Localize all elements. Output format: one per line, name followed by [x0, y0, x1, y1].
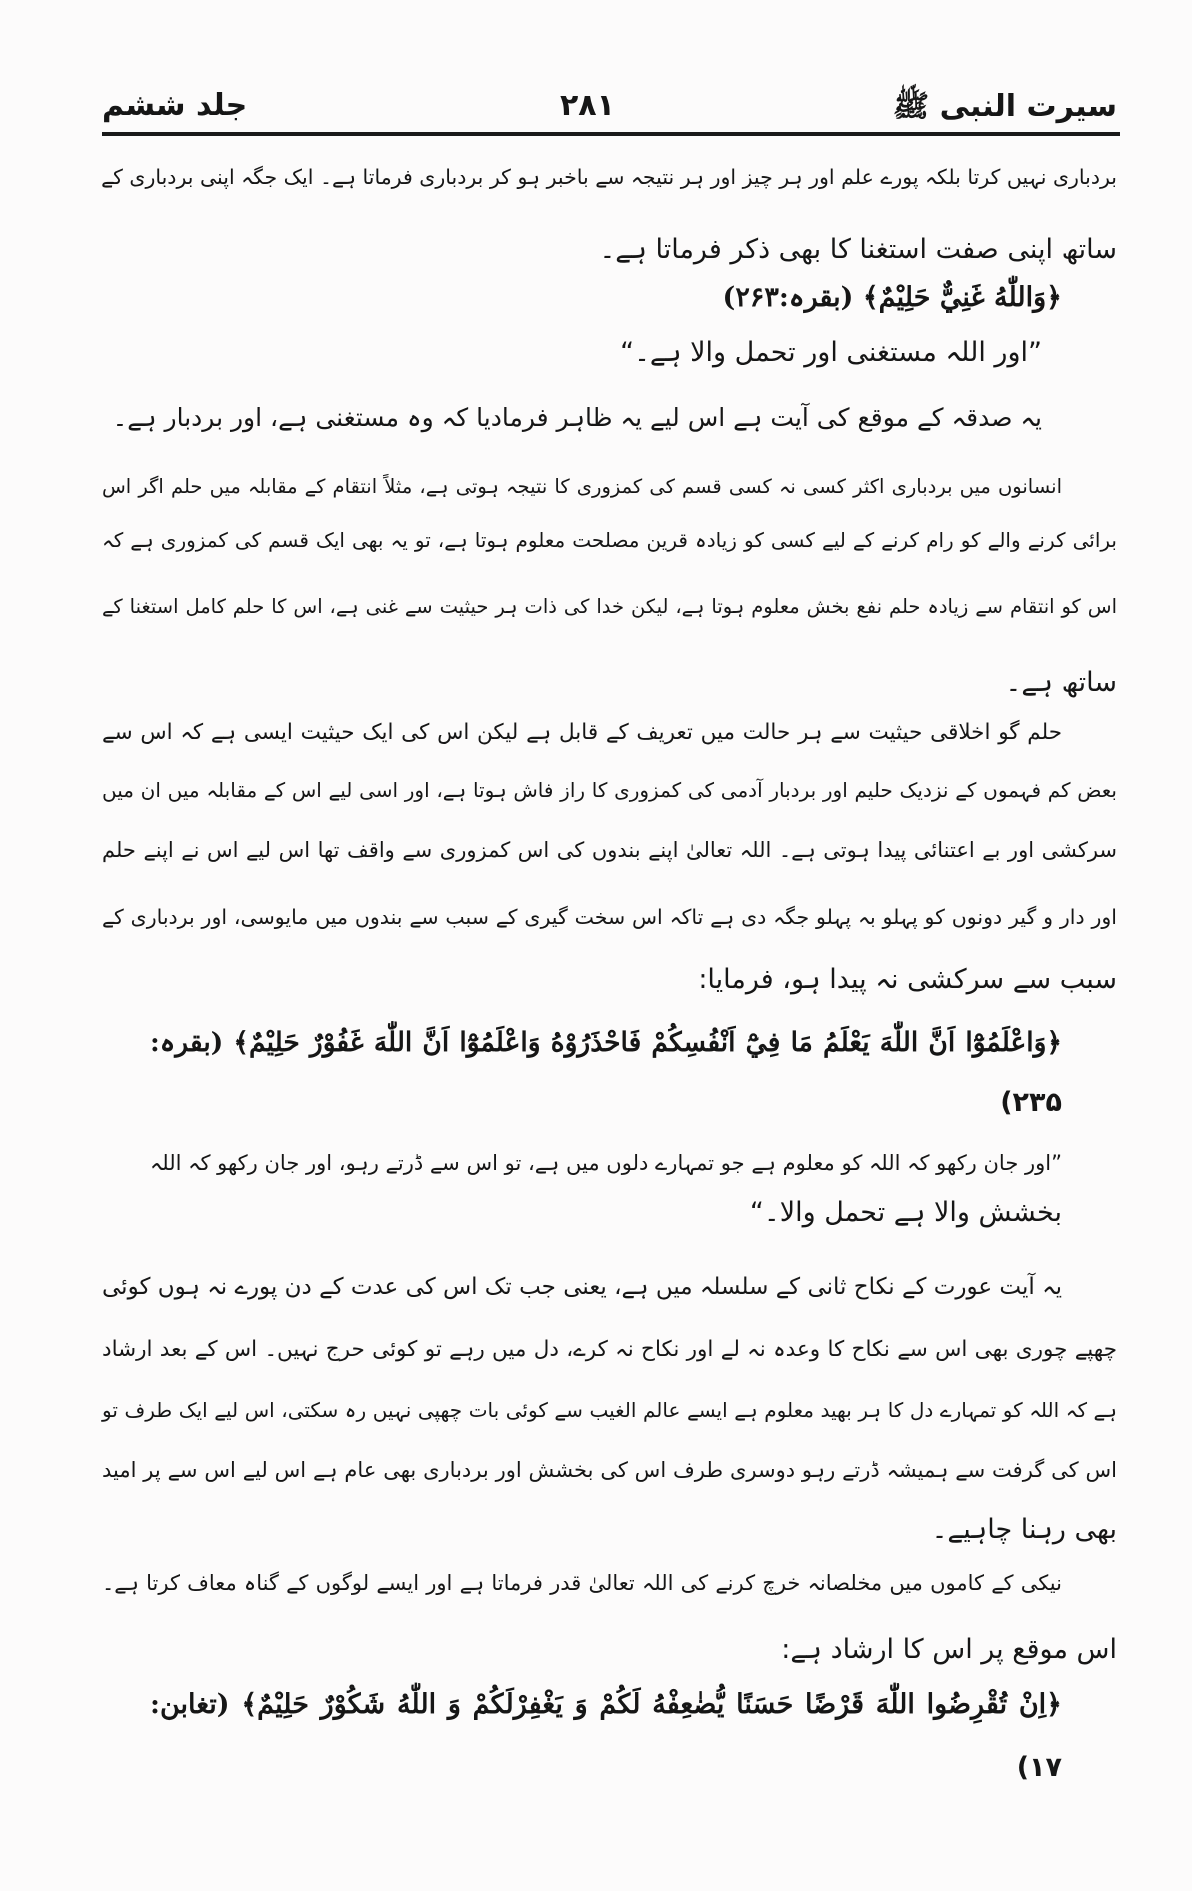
quran-verse: ﴿اِنْ تُقْرِضُوا اللّٰهَ قَرْضًا حَسَنًا يُّضٰعِفْهُ لَكُمْ وَ يَغْفِرْلَكُمْ وَ اللّٰهُ شَكُوْرٌ حَلِيْمٌ﴾ (تغابن:	[150, 1689, 1062, 1720]
quran-verse: ﴿وَاللّٰهُ غَنِيٌّ حَلِيْمٌ﴾ (بقرہ:۲۶۳)	[722, 282, 1062, 313]
volume-label: جلد ششم	[102, 88, 248, 123]
verse-translation: ”اور اللہ مستغنی اور تحمل والا ہے۔“	[620, 337, 1042, 368]
verse-translation: ”اور جان رکھو کہ اللہ کو معلوم ہے جو تمہارے دلوں میں ہے، تو اس سے ڈرتے رہو، اور جان رکھو کہ اللہ	[150, 1151, 1062, 1175]
text-line: اور دار و گیر دونوں کو پہلو بہ پہلو جگہ دی ہے تاکہ اس سخت گیری کے سبب سے بندوں میں مایوسی، اور بردباری کے	[102, 905, 1117, 929]
text-line: بعض کم فہموں کے نزدیک حلیم اور بردبار آدمی کی کمزوری کا راز فاش ہوتا ہے، اور اسی لیے اس کے مقابلہ میں ان میں	[102, 778, 1117, 802]
text-line: بردباری نہیں کرتا بلکہ پورے علم اور ہر چیز اور ہر نتیجہ سے باخبر ہو کر بردباری فرماتا ہے۔ ایک جگہ اپنی بردباری کے	[101, 165, 1117, 189]
text-line: سبب سے سرکشی نہ پیدا ہو، فرمایا:	[698, 964, 1117, 995]
text-line: برائی کرنے والے کو رام کرنے کے لیے کسی کو زیادہ قرین مصلحت معلوم ہوتا ہے، تو یہ بھی ایک قسم کی کمزوری ہے کہ	[102, 528, 1117, 552]
text-line: یہ صدقہ کے موقع کی آیت ہے اس لیے یہ ظاہر فرمادیا کہ وہ مستغنی ہے، اور بردبار ہے۔	[112, 403, 1042, 432]
text-line: نیکی کے کاموں میں مخلصانہ خرچ کرنے کی اللہ تعالیٰ قدر فرماتا ہے اور ایسے لوگوں کے گناہ معاف کرتا ہے۔	[102, 1571, 1062, 1595]
text-line: ساتھ ہے۔	[1005, 667, 1117, 698]
verse-reference: ۱۷)	[1016, 1752, 1062, 1783]
text-line: ساتھ اپنی صفت استغنا کا بھی ذکر فرماتا ہے۔	[599, 234, 1117, 265]
text-line: انسانوں میں بردباری اکثر کسی نہ کسی قسم کی کمزوری کا نتیجہ ہوتی ہے، مثلاً انتقام کے مقابلہ میں حلم اگر اس	[102, 475, 1062, 498]
header-rule	[102, 132, 1120, 136]
text-line: ہے کہ اللہ کو تمہارے دل کا ہر بھید معلوم ہے ایسے عالم الغیب سے کوئی بات چھپی نہیں رہ سکتی، اس لیے ایک طرف تو	[102, 1398, 1117, 1422]
page-number: ۲۸۱	[560, 88, 615, 123]
text-line: اس کو انتقام سے زیادہ حلم نفع بخش معلوم ہوتا ہے، لیکن خدا کی ذات ہر حیثیت سے غنی ہے، اس کا حلم کامل استغنا کے	[102, 595, 1117, 618]
text-line: اس کی گرفت سے ہمیشہ ڈرتے رہو دوسری طرف اس کی بخشش اور بردباری بھی عام ہے اس لیے اس سے پر امید	[102, 1458, 1117, 1482]
book-title: سیرت النبی ﷺ	[892, 89, 1117, 124]
verse-reference: ۲۳۵)	[1000, 1087, 1062, 1118]
text-line: یہ آیت عورت کے نکاح ثانی کے سلسلہ میں ہے، یعنی جب تک اس کی عدت کے دن پورے نہ ہوں کوئی	[102, 1274, 1062, 1300]
verse-translation: بخشش والا ہے تحمل والا۔“	[749, 1197, 1062, 1228]
quran-verse: ﴿وَاعْلَمُوْٓا اَنَّ اللّٰهَ يَعْلَمُ مَا فِيْٓ اَنْفُسِكُمْ فَاحْذَرُوْهُ وَاعْلَمُوْٓا اَنَّ اللّٰهَ غَفُوْرٌ حَلِيْمٌ﴾ (بقرہ:	[150, 1027, 1062, 1058]
text-line: چھپے چوری بھی اس سے نکاح کا وعدہ نہ لے اور نکاح نہ کرے، دل میں رہے تو کوئی حرج نہیں۔ اس کے بعد ارشاد	[102, 1337, 1117, 1362]
text-line: سرکشی اور بے اعتنائی پیدا ہوتی ہے۔ اللہ تعالیٰ اپنے بندوں کی اس کمزوری سے واقف تھا اس لیے اس نے اپنے حلم	[102, 838, 1117, 862]
text-line: اس موقع پر اس کا ارشاد ہے:	[781, 1634, 1117, 1665]
text-line: حلم گو اخلاقی حیثیت سے ہر حالت میں تعریف کے قابل ہے لیکن اس کی ایک حیثیت ایسی ہے کہ اس سے	[102, 720, 1062, 745]
text-line: بھی رہنا چاہیے۔	[931, 1514, 1117, 1545]
